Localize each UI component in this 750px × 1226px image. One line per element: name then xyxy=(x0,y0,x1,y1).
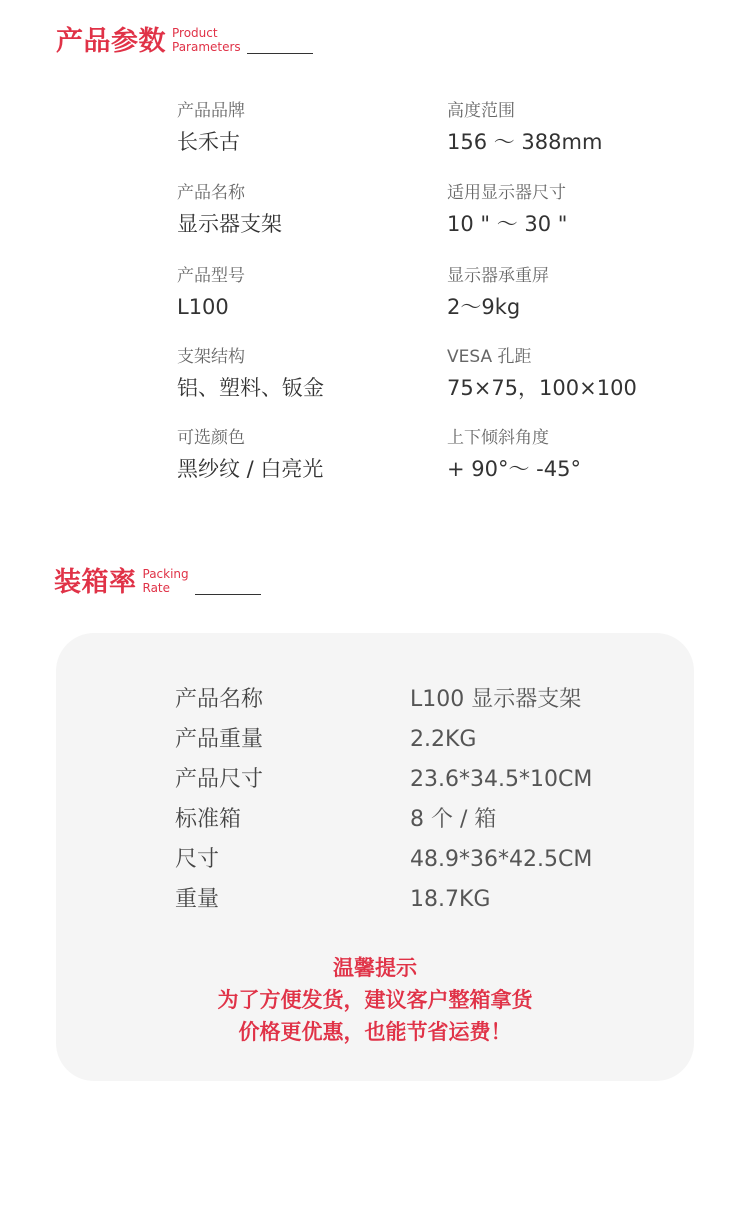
params-title-cn: 产品参数 xyxy=(56,26,166,57)
params-title-underline xyxy=(247,53,313,54)
packing-value: 8 个 / 箱 xyxy=(410,807,497,832)
param-colors xyxy=(177,427,427,483)
packing-row-product-name xyxy=(56,685,694,715)
packing-label: 重量 xyxy=(175,887,220,912)
params-title-en-line1: Product xyxy=(172,26,218,40)
param-value: 2～9kg xyxy=(447,295,521,319)
param-value: 10 " ～ 30 " xyxy=(447,212,568,236)
packing-row-product-size xyxy=(56,765,694,795)
param-value: 长禾古 xyxy=(177,130,240,154)
param-value: + 90°～ -45° xyxy=(447,457,581,481)
packing-title-underline xyxy=(195,594,261,595)
param-monitor-size xyxy=(447,182,697,238)
param-product-name xyxy=(177,182,427,238)
packing-row-standard-box xyxy=(56,805,694,835)
param-structure xyxy=(177,346,427,402)
param-label: 适用显示器尺寸 xyxy=(447,183,566,203)
params-title-en xyxy=(172,26,241,54)
packing-row-box-weight xyxy=(56,885,694,915)
param-tilt-angle xyxy=(447,427,697,483)
param-value: 显示器支架 xyxy=(177,212,282,236)
packing-title-cn: 装箱率 xyxy=(54,567,137,598)
packing-label: 产品名称 xyxy=(175,687,264,712)
packing-label: 产品尺寸 xyxy=(175,767,264,792)
params-title-en-line2: Parameters xyxy=(172,40,241,54)
packing-title-en-line1: Packing xyxy=(142,567,189,581)
param-value: 铝、塑料、钣金 xyxy=(177,376,324,400)
packing-section-heading xyxy=(54,567,261,596)
packing-value: 2.2KG xyxy=(410,727,477,752)
param-label: 上下倾斜角度 xyxy=(447,428,549,448)
packing-title-en xyxy=(143,567,189,595)
param-label: 支架结构 xyxy=(177,347,245,367)
param-value: 75×75，100×100 xyxy=(447,376,637,400)
packing-row-box-size xyxy=(56,845,694,875)
packing-value: 18.7KG xyxy=(410,887,491,912)
param-value: L100 xyxy=(177,295,229,319)
param-brand xyxy=(177,100,427,156)
param-label: 高度范围 xyxy=(447,101,515,121)
packing-value: 48.9*36*42.5CM xyxy=(410,847,593,872)
tip-line-1: 为了方便发货，建议客户整箱拿货 xyxy=(217,988,533,1012)
param-value: 黑纱纹 / 白亮光 xyxy=(177,457,324,481)
param-label: 产品型号 xyxy=(177,266,245,286)
packing-value: 23.6*34.5*10CM xyxy=(410,767,593,792)
param-model xyxy=(177,265,427,321)
param-label: 可选颜色 xyxy=(177,428,245,448)
packing-card xyxy=(56,633,694,1081)
param-label: 产品品牌 xyxy=(177,101,245,121)
tip-title: 温馨提示 xyxy=(333,956,417,980)
tip-line-2: 价格更优惠，也能节省运费！ xyxy=(238,1020,512,1044)
packing-title-en-line2: Rate xyxy=(142,581,171,595)
param-label: 产品名称 xyxy=(177,183,245,203)
packing-row-product-weight xyxy=(56,725,694,755)
param-label: 显示器承重屏 xyxy=(447,266,549,286)
param-label: VESA 孔距 xyxy=(447,347,532,367)
packing-label: 尺寸 xyxy=(175,847,220,872)
param-load-capacity xyxy=(447,265,697,321)
packing-label: 产品重量 xyxy=(175,727,264,752)
param-vesa xyxy=(447,346,697,402)
packing-label: 标准箱 xyxy=(175,807,242,832)
param-height-range xyxy=(447,100,697,156)
packing-value: L100 显示器支架 xyxy=(410,687,582,712)
params-section-heading xyxy=(56,26,313,55)
param-value: 156 ～ 388mm xyxy=(447,130,603,154)
